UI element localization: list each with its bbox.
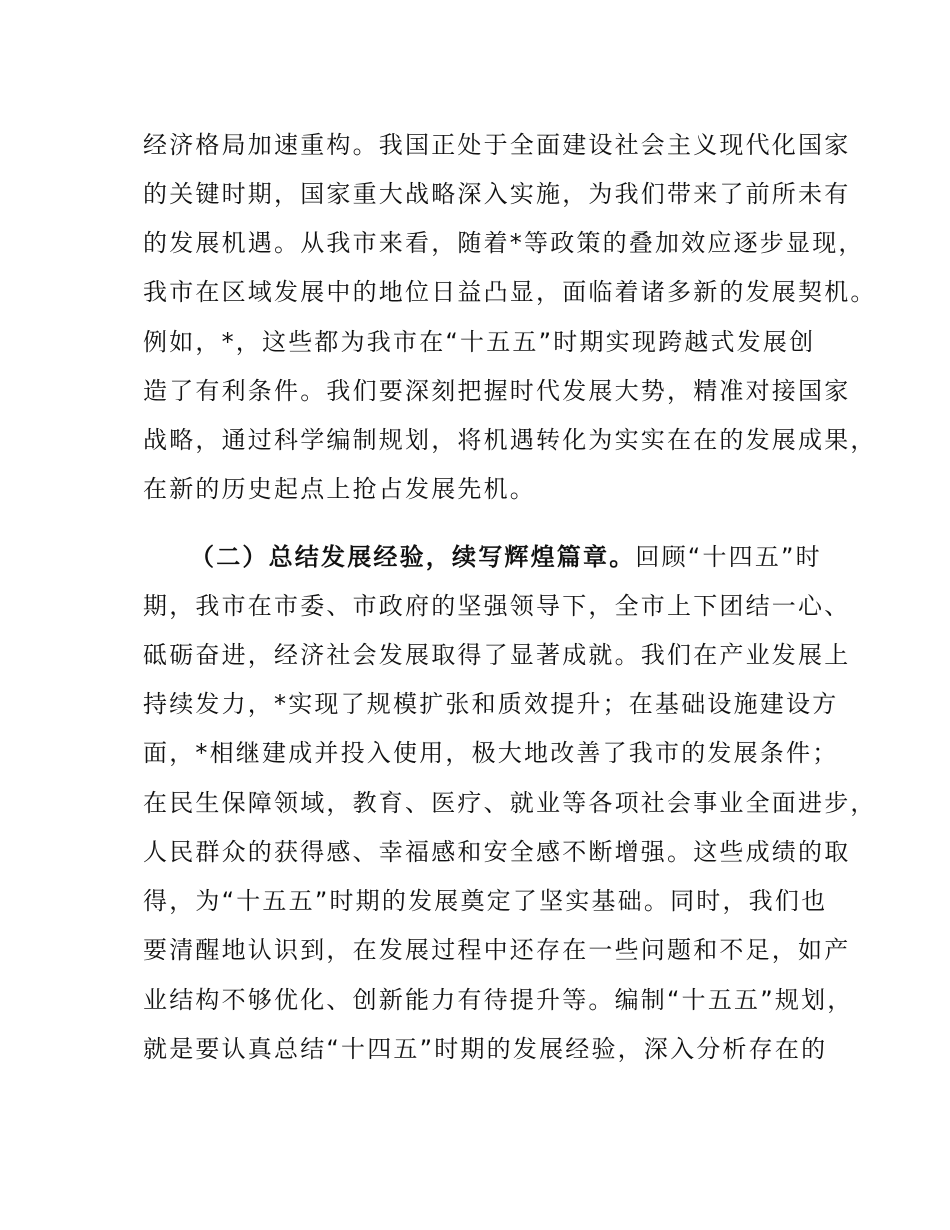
- text-line: 我市在区域发展中的地位日益凸显，面临着诸多新的发展契机。: [143, 278, 877, 306]
- text-line: 在民生保障领域，教育、医疗、就业等各项社会事业全面进步，: [143, 789, 877, 817]
- text-line: 战略，通过科学编制规划，将机遇转化为实实在在的发展成果，: [143, 426, 877, 454]
- text-line: 经济格局加速重构。我国正处于全面建设社会主义现代化国家: [143, 131, 851, 159]
- text-line: 期，我市在市委、市政府的坚强领导下，全市上下团结一心、: [143, 592, 851, 620]
- text-line: 在新的历史起点上抢占发展先机。: [143, 475, 536, 503]
- text-line: 的发展机遇。从我市来看，随着*等政策的叠加效应逐步显现，: [143, 229, 865, 257]
- section-heading: （二）总结发展经验，续写辉煌篇章。: [190, 543, 636, 571]
- text-line: 的关键时期，国家重大战略深入实施，为我们带来了前所未有: [143, 180, 851, 208]
- text-line: 就是要认真总结“十四五”时期的发展经验，深入分析存在的: [143, 1035, 828, 1063]
- text-line: 例如，*，这些都为我市在“十五五”时期实现跨越式发展创: [143, 328, 816, 356]
- text-line: 砥砺奋进，经济社会发展取得了显著成就。我们在产业发展上: [143, 641, 851, 669]
- heading-line-text: 回顾“十四五”时: [635, 543, 822, 571]
- text-line: 持续发力，*实现了规模扩张和质效提升；在基础设施建设方: [143, 690, 839, 718]
- paragraph-heading-line: [190, 537, 823, 577]
- text-line: 造了有利条件。我们要深刻把握时代发展大势，精准对接国家: [143, 377, 851, 405]
- text-line: 得，为“十五五”时期的发展奠定了坚实基础。同时，我们也: [143, 887, 828, 915]
- text-line: 人民群众的获得感、幸福感和安全感不断增强。这些成绩的取: [143, 838, 851, 866]
- text-line: 面，*相继建成并投入使用，极大地改善了我市的发展条件；: [143, 739, 839, 767]
- text-line: 要清醒地认识到，在发展过程中还存在一些问题和不足，如产: [143, 936, 851, 964]
- text-line: 业结构不够优化、创新能力有待提升等。编制“十五五”规划，: [143, 986, 854, 1014]
